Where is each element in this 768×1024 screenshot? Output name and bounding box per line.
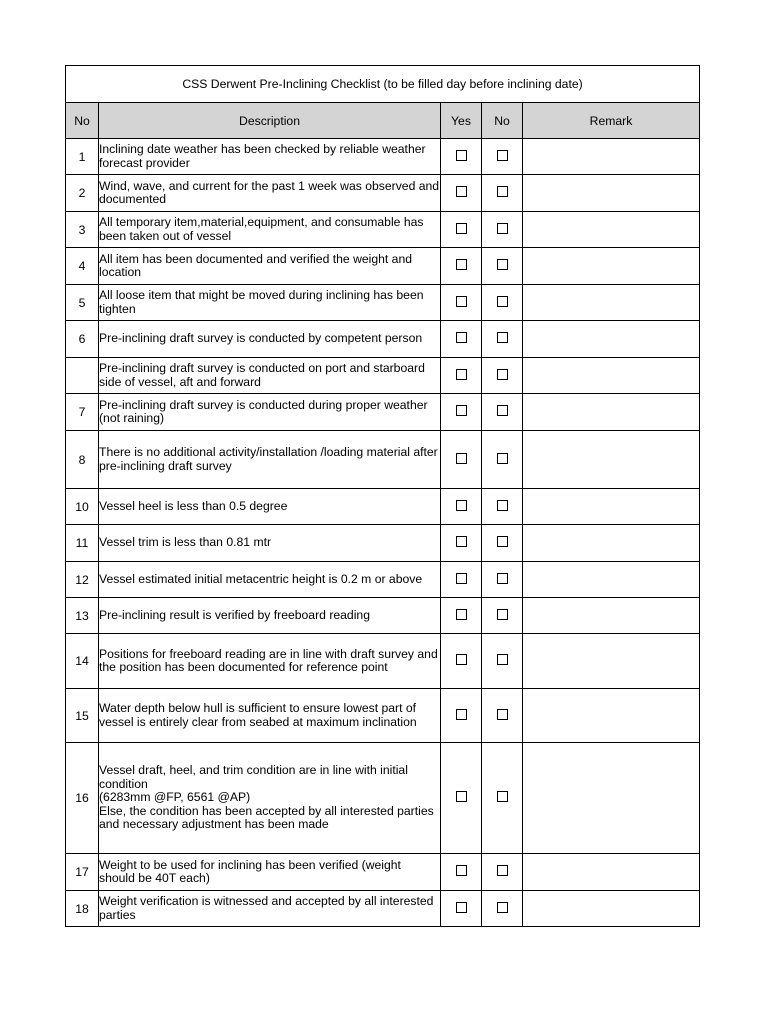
no-checkbox-cell — [482, 598, 523, 634]
row-number: 15 — [66, 689, 99, 743]
row-number: 18 — [66, 891, 99, 927]
yes-checkbox-cell — [441, 489, 482, 525]
no-checkbox[interactable] — [497, 332, 508, 343]
yes-checkbox-cell — [441, 562, 482, 598]
yes-checkbox-cell — [441, 634, 482, 689]
checklist-row — [66, 175, 700, 212]
yes-checkbox-cell — [441, 525, 482, 562]
row-number: 7 — [66, 394, 99, 431]
no-checkbox[interactable] — [497, 902, 508, 913]
row-number: 17 — [66, 854, 99, 891]
row-description: Pre-inclining draft survey is conducted on port and starboard side of vessel, aft and forward — [99, 358, 441, 394]
checklist-row — [66, 689, 700, 743]
no-checkbox-cell — [482, 139, 523, 175]
row-number: 10 — [66, 489, 99, 525]
no-checkbox[interactable] — [497, 536, 508, 547]
no-checkbox[interactable] — [497, 223, 508, 234]
row-description: Vessel estimated initial metacentric height is 0.2 m or above — [99, 562, 441, 598]
row-description: There is no additional activity/installation /loading material after pre-inclining draft survey — [99, 431, 441, 489]
remark-cell[interactable] — [523, 562, 700, 598]
yes-checkbox[interactable] — [456, 296, 467, 307]
no-checkbox-cell — [482, 175, 523, 212]
row-description: Wind, wave, and current for the past 1 week was observed and documented — [99, 175, 441, 212]
checklist-row — [66, 139, 700, 175]
header-no: No — [66, 103, 99, 139]
yes-checkbox[interactable] — [456, 500, 467, 511]
row-description: Water depth below hull is sufficient to ensure lowest part of vessel is entirely clear from seabed at maximum inclination — [99, 689, 441, 743]
yes-checkbox-cell — [441, 285, 482, 321]
remark-cell[interactable] — [523, 598, 700, 634]
no-checkbox-cell — [482, 689, 523, 743]
remark-cell[interactable] — [523, 248, 700, 285]
checklist-row — [66, 431, 700, 489]
yes-checkbox[interactable] — [456, 709, 467, 720]
yes-checkbox-cell — [441, 854, 482, 891]
yes-checkbox[interactable] — [456, 150, 467, 161]
no-checkbox-cell — [482, 489, 523, 525]
row-number — [66, 358, 99, 394]
no-checkbox[interactable] — [497, 186, 508, 197]
no-checkbox[interactable] — [497, 709, 508, 720]
row-number: 12 — [66, 562, 99, 598]
checklist-row — [66, 598, 700, 634]
yes-checkbox-cell — [441, 598, 482, 634]
header-remark: Remark — [523, 103, 700, 139]
no-checkbox[interactable] — [497, 405, 508, 416]
checklist-row — [66, 489, 700, 525]
row-number: 3 — [66, 212, 99, 248]
remark-cell[interactable] — [523, 394, 700, 431]
remark-cell[interactable] — [523, 139, 700, 175]
checklist-row — [66, 212, 700, 248]
row-description: Weight verification is witnessed and accepted by all interested parties — [99, 891, 441, 927]
no-checkbox-cell — [482, 891, 523, 927]
no-checkbox[interactable] — [497, 791, 508, 802]
yes-checkbox-cell — [441, 689, 482, 743]
yes-checkbox[interactable] — [456, 332, 467, 343]
no-checkbox-cell — [482, 525, 523, 562]
yes-checkbox[interactable] — [456, 573, 467, 584]
yes-checkbox[interactable] — [456, 865, 467, 876]
row-number: 2 — [66, 175, 99, 212]
yes-checkbox[interactable] — [456, 223, 467, 234]
row-description: Vessel draft, heel, and trim condition are in line with initial condition (6283mm @FP, 6561 @AP) Else, the condition has been accepted by all interested parties and necessary adjustment has been made — [99, 743, 441, 854]
row-description: Pre-inclining draft survey is conducted by competent person — [99, 321, 441, 358]
row-number: 14 — [66, 634, 99, 689]
yes-checkbox[interactable] — [456, 405, 467, 416]
no-checkbox-cell — [482, 562, 523, 598]
row-number: 6 — [66, 321, 99, 358]
checklist-row — [66, 891, 700, 927]
yes-checkbox-cell — [441, 175, 482, 212]
no-checkbox-cell — [482, 854, 523, 891]
row-number: 8 — [66, 431, 99, 489]
no-checkbox[interactable] — [497, 296, 508, 307]
header-yes: Yes — [441, 103, 482, 139]
checklist-row — [66, 525, 700, 562]
checklist-row — [66, 321, 700, 358]
checklist-row — [66, 285, 700, 321]
row-description: Vessel trim is less than 0.81 mtr — [99, 525, 441, 562]
checklist-title: CSS Derwent Pre-Inclining Checklist (to be filled day before inclining date) — [66, 66, 700, 103]
remark-cell[interactable] — [523, 634, 700, 689]
row-description: All loose item that might be moved during inclining has been tighten — [99, 285, 441, 321]
checklist-row — [66, 634, 700, 689]
no-checkbox[interactable] — [497, 369, 508, 380]
checklist-row — [66, 394, 700, 431]
remark-cell[interactable] — [523, 891, 700, 927]
row-description: All temporary item,material,equipment, and consumable has been taken out of vessel — [99, 212, 441, 248]
remark-cell[interactable] — [523, 489, 700, 525]
yes-checkbox[interactable] — [456, 536, 467, 547]
yes-checkbox-cell — [441, 431, 482, 489]
row-description: Weight to be used for inclining has been verified (weight should be 40T each) — [99, 854, 441, 891]
remark-cell[interactable] — [523, 285, 700, 321]
row-number: 1 — [66, 139, 99, 175]
checklist-row — [66, 854, 700, 891]
no-checkbox-cell — [482, 358, 523, 394]
yes-checkbox[interactable] — [456, 902, 467, 913]
yes-checkbox[interactable] — [456, 453, 467, 464]
yes-checkbox-cell — [441, 743, 482, 854]
row-description: Pre-inclining draft survey is conducted during proper weather (not raining) — [99, 394, 441, 431]
row-description: Vessel heel is less than 0.5 degree — [99, 489, 441, 525]
yes-checkbox-cell — [441, 891, 482, 927]
no-checkbox-cell — [482, 743, 523, 854]
checklist-row — [66, 743, 700, 854]
no-checkbox[interactable] — [497, 500, 508, 511]
row-number: 5 — [66, 285, 99, 321]
no-checkbox[interactable] — [497, 573, 508, 584]
no-checkbox[interactable] — [497, 865, 508, 876]
row-description: All item has been documented and verified the weight and location — [99, 248, 441, 285]
row-description: Positions for freeboard reading are in line with draft survey and the position has been documented for reference point — [99, 634, 441, 689]
remark-cell[interactable] — [523, 175, 700, 212]
row-number: 11 — [66, 525, 99, 562]
checklist-row — [66, 562, 700, 598]
yes-checkbox-cell — [441, 321, 482, 358]
yes-checkbox[interactable] — [456, 259, 467, 270]
no-checkbox[interactable] — [497, 259, 508, 270]
no-checkbox[interactable] — [497, 609, 508, 620]
no-checkbox[interactable] — [497, 453, 508, 464]
no-checkbox-cell — [482, 431, 523, 489]
yes-checkbox-cell — [441, 248, 482, 285]
header-no-check: No — [482, 103, 523, 139]
row-description: Pre-inclining result is verified by freeboard reading — [99, 598, 441, 634]
row-description: Inclining date weather has been checked by reliable weather forecast provider — [99, 139, 441, 175]
no-checkbox-cell — [482, 394, 523, 431]
yes-checkbox-cell — [441, 212, 482, 248]
checklist-body — [66, 139, 700, 927]
yes-checkbox-cell — [441, 358, 482, 394]
checklist-row — [66, 358, 700, 394]
no-checkbox-cell — [482, 321, 523, 358]
remark-cell[interactable] — [523, 431, 700, 489]
remark-cell[interactable] — [523, 525, 700, 562]
remark-cell[interactable] — [523, 358, 700, 394]
no-checkbox[interactable] — [497, 654, 508, 665]
row-number: 13 — [66, 598, 99, 634]
yes-checkbox[interactable] — [456, 609, 467, 620]
yes-checkbox-cell — [441, 394, 482, 431]
header-row — [66, 103, 700, 139]
remark-cell[interactable] — [523, 321, 700, 358]
yes-checkbox-cell — [441, 139, 482, 175]
row-number: 4 — [66, 248, 99, 285]
yes-checkbox[interactable] — [456, 186, 467, 197]
no-checkbox-cell — [482, 285, 523, 321]
remark-cell[interactable] — [523, 212, 700, 248]
no-checkbox-cell — [482, 634, 523, 689]
checklist-table — [65, 65, 700, 927]
remark-cell[interactable] — [523, 689, 700, 743]
row-number: 16 — [66, 743, 99, 854]
remark-cell[interactable] — [523, 854, 700, 891]
no-checkbox[interactable] — [497, 150, 508, 161]
no-checkbox-cell — [482, 212, 523, 248]
yes-checkbox[interactable] — [456, 791, 467, 802]
yes-checkbox[interactable] — [456, 654, 467, 665]
yes-checkbox[interactable] — [456, 369, 467, 380]
remark-cell[interactable] — [523, 743, 700, 854]
header-description: Description — [99, 103, 441, 139]
checklist-row — [66, 248, 700, 285]
no-checkbox-cell — [482, 248, 523, 285]
